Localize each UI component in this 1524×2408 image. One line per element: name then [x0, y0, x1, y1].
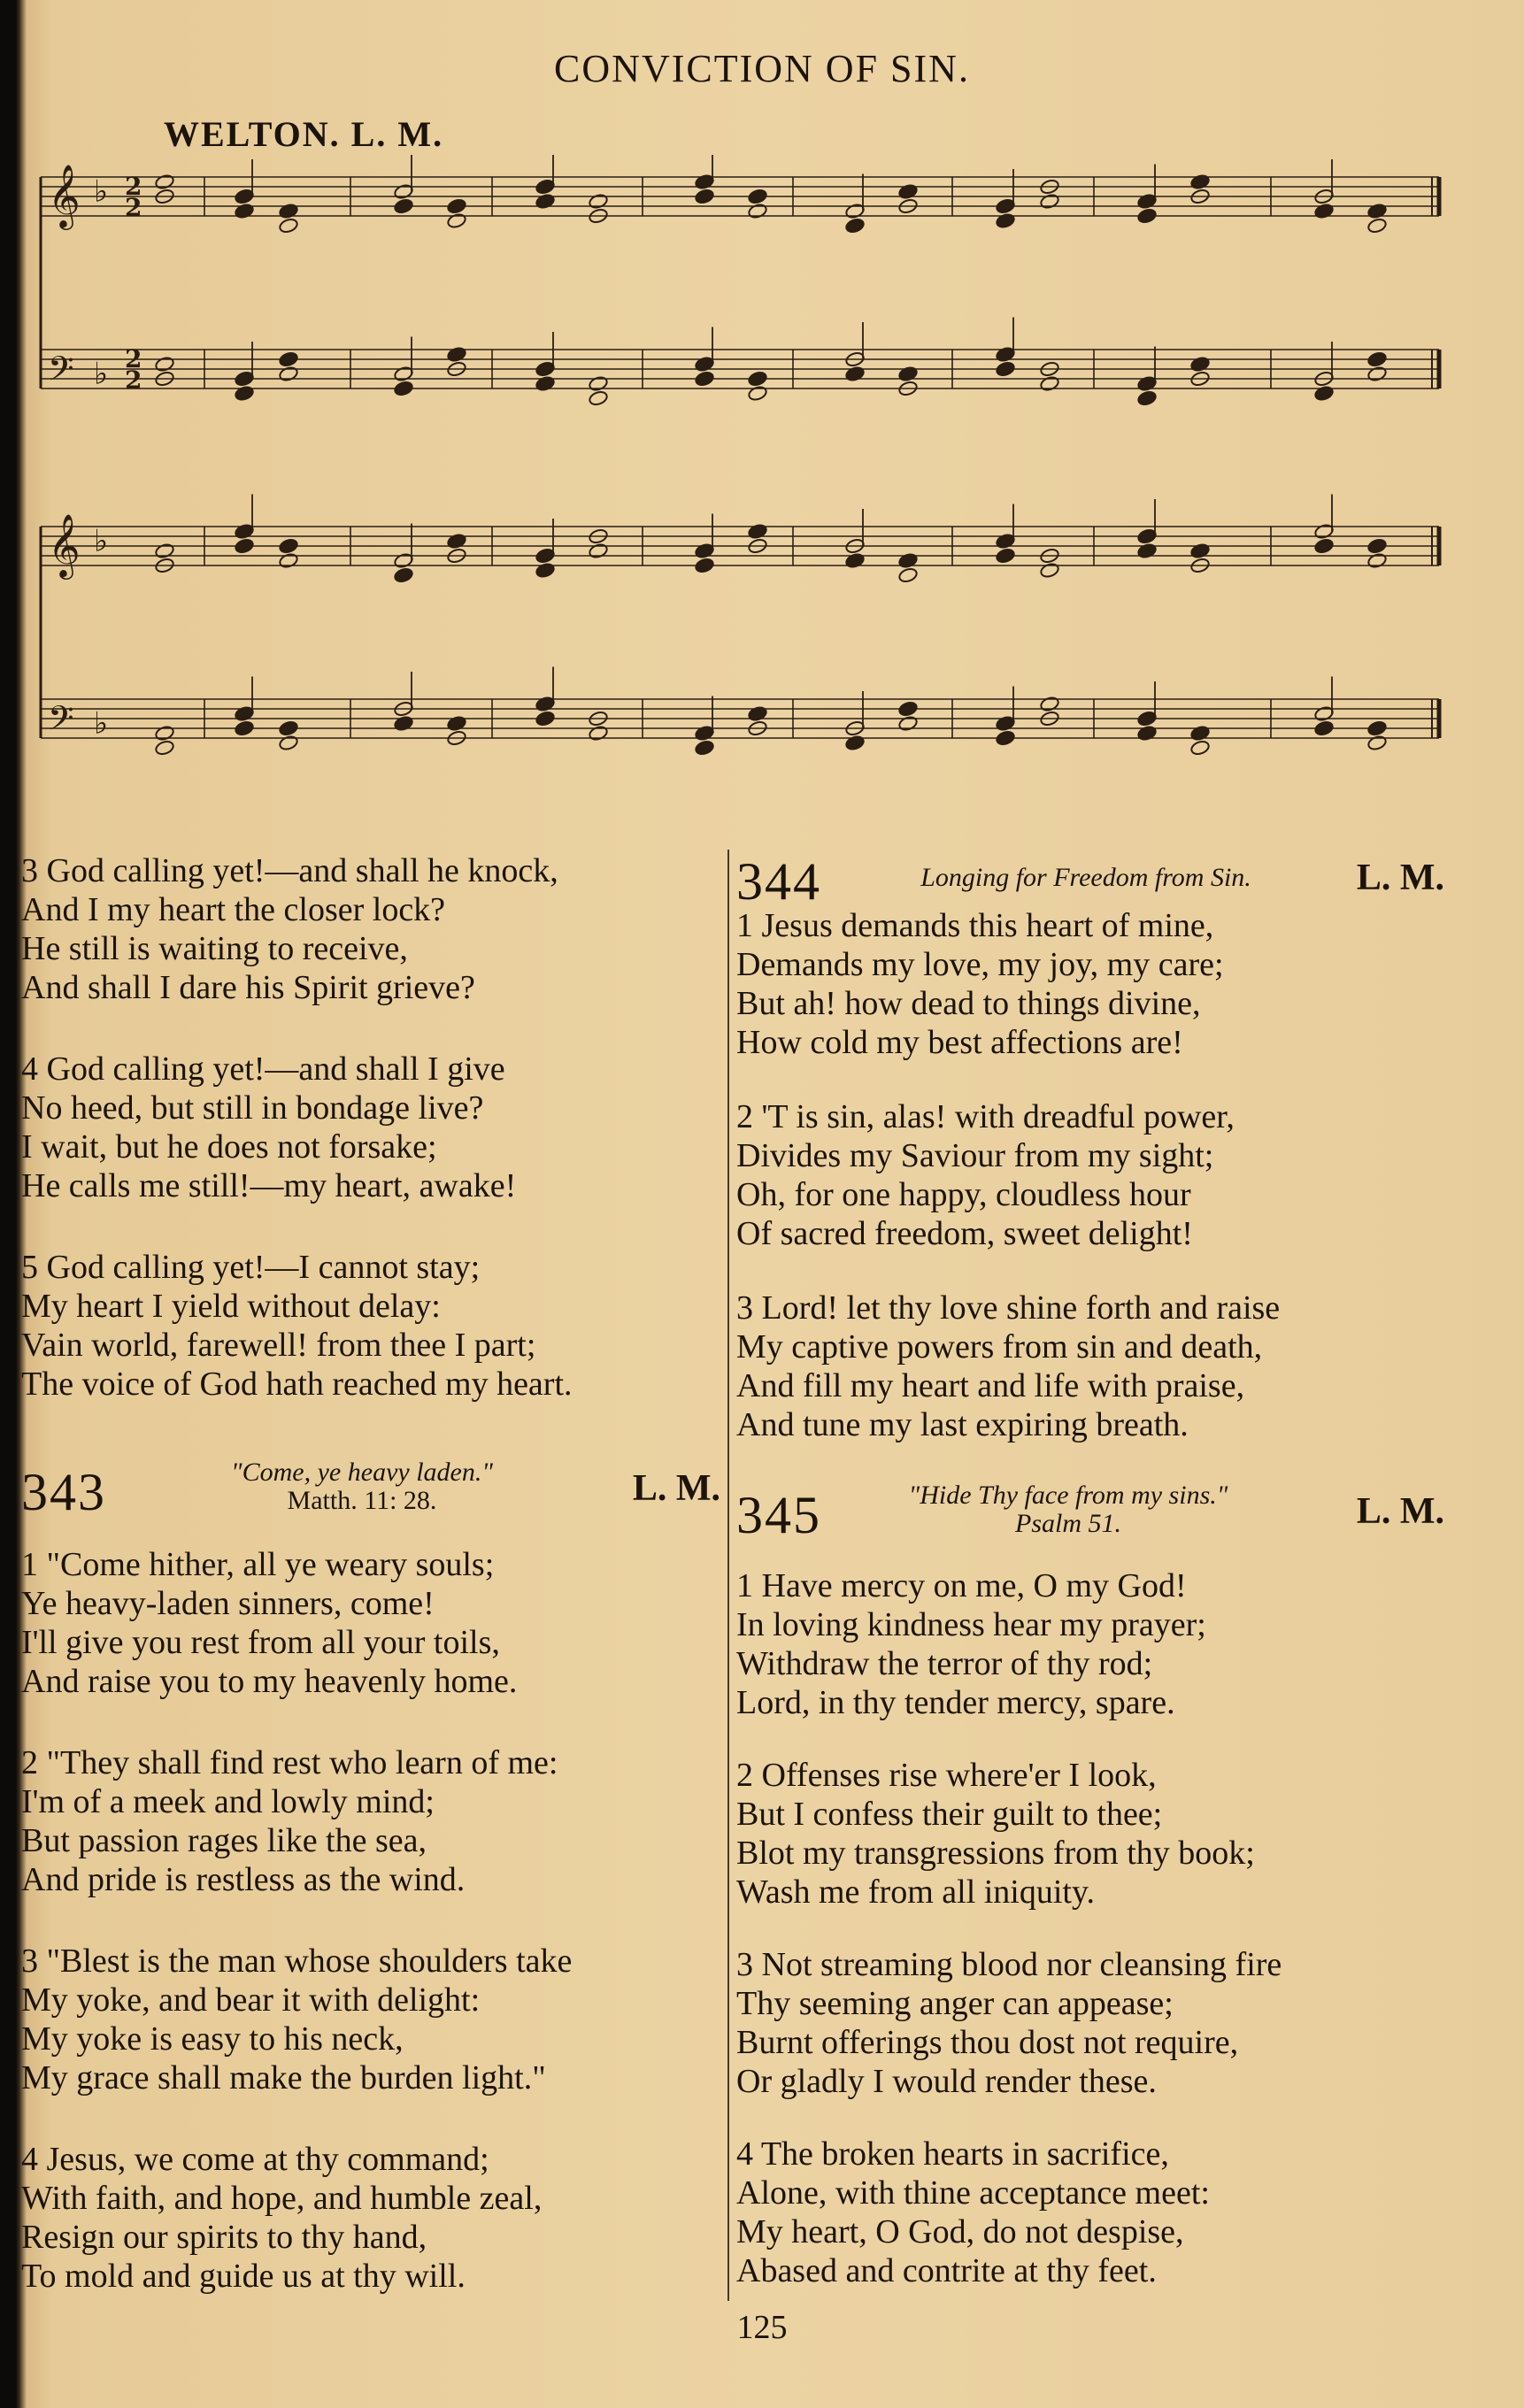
verse-line: Alone, with thine acceptance meet: — [736, 2174, 1210, 2212]
verse-line: And I my heart the closer lock? — [21, 891, 446, 928]
time-signature: 2 — [125, 344, 142, 373]
time-signature: 2 — [125, 172, 142, 201]
note-head — [234, 537, 254, 554]
note-head — [1136, 389, 1157, 406]
note-head — [844, 365, 865, 382]
flat-icon: ♭ — [94, 523, 109, 559]
scripture-ref: Psalm 51. — [1015, 1509, 1121, 1538]
note-head — [1039, 375, 1059, 392]
subtitle-line: "Come, ye heavy laden." — [231, 1458, 493, 1487]
verse-line: 1 "Come hither, all ye weary souls; — [21, 1546, 495, 1583]
note-head — [1189, 739, 1210, 756]
stanza — [736, 1566, 1444, 1722]
stanza — [736, 2135, 1444, 2290]
verse-line: 3 Lord! let thy love shine forth and raise — [736, 1289, 1281, 1327]
note-head — [154, 542, 174, 559]
note-head — [234, 203, 254, 219]
verse-line: Lord, in thy tender mercy, spare. — [736, 1684, 1175, 1721]
verse-line: Thy seeming anger can appease; — [736, 1985, 1174, 2022]
verse-line: Demands my love, my joy, my care; — [736, 946, 1224, 983]
verse-line: Wash me from all iniquity. — [736, 1873, 1096, 1911]
verse-line: My yoke is easy to his neck, — [21, 2020, 404, 2058]
hymn-number: 343 — [21, 1463, 106, 1521]
verse-line: How cold my best affections are! — [736, 1024, 1183, 1061]
note-head — [897, 183, 918, 200]
verse-line: And tune my last expiring breath. — [736, 1406, 1189, 1443]
note-head — [1313, 385, 1334, 402]
verse-line: But passion rages like the sea, — [21, 1822, 427, 1859]
note-head — [588, 193, 608, 210]
verse-line: I'm of a meek and lowly mind; — [21, 1783, 435, 1820]
note-head — [154, 173, 174, 190]
verse-line: Withdraw the terror of thy rod; — [736, 1645, 1153, 1682]
note-head — [1189, 356, 1210, 373]
verse-line: My grace shall make the burden light." — [21, 2059, 546, 2096]
note-head — [995, 360, 1015, 377]
verse-line: 3 Not streaming blood nor cleansing fire — [736, 1946, 1282, 1983]
note-head — [278, 365, 298, 382]
note-head — [446, 715, 466, 732]
verse-line: And fill my heart and life with praise, — [736, 1367, 1245, 1404]
stanza — [21, 1743, 720, 1899]
note-head — [1189, 173, 1210, 190]
note-head — [588, 375, 608, 392]
note-head — [1366, 735, 1387, 751]
note-head — [278, 735, 298, 751]
note-head — [446, 197, 466, 214]
note-head — [588, 389, 608, 406]
note-head — [278, 552, 298, 569]
verse-line: With faith, and hope, and humble zeal, — [21, 2180, 543, 2217]
verse-line: 1 Have mercy on me, O my God! — [736, 1567, 1187, 1604]
treble-clef-icon: 𝄞 — [48, 163, 81, 227]
note-head — [747, 188, 767, 204]
note-head — [995, 547, 1015, 564]
note-head — [1313, 719, 1334, 736]
stanza — [736, 1756, 1444, 1912]
verse-line: He calls me still!—my heart, awake! — [21, 1167, 517, 1204]
note-head — [278, 719, 298, 736]
stanza — [21, 1942, 720, 2097]
verse-line: 4 Jesus, we come at thy command; — [21, 2141, 489, 2178]
page-number: 125 — [736, 2309, 788, 2346]
stanza — [21, 1050, 720, 1205]
verse-line: My heart I yield without delay: — [21, 1288, 441, 1325]
time-signature: 2 — [125, 193, 142, 222]
time-signature: 2 — [125, 365, 142, 395]
verse-line: Blot my transgressions from thy book; — [736, 1835, 1255, 1872]
hymn-meter: L. M. — [1356, 858, 1444, 898]
hymn-343-header — [21, 1457, 720, 1526]
note-head — [897, 552, 918, 569]
stanza — [21, 2140, 720, 2296]
verse-line: 5 God calling yet!—I cannot stay; — [21, 1249, 481, 1286]
note-head — [278, 537, 298, 554]
note-head — [1366, 217, 1387, 234]
stanza — [21, 1545, 720, 1701]
verse-line: My heart, O God, do not despise, — [736, 2213, 1184, 2250]
note-head — [897, 566, 918, 583]
note-head — [535, 562, 555, 579]
verse-line: 4 The broken hearts in sacrifice, — [736, 2135, 1169, 2173]
note-head — [393, 566, 413, 583]
verse-line: Resign our spirits to thy hand, — [21, 2219, 427, 2256]
verse-line: Or gladly I would render these. — [736, 2063, 1157, 2100]
verse-line: And shall I dare his Spirit grieve? — [21, 969, 475, 1006]
verse-line: I wait, but he does not forsake; — [21, 1128, 437, 1166]
hymn-meter: L. M. — [632, 1468, 720, 1509]
note-head — [446, 533, 466, 550]
note-head — [1313, 203, 1334, 219]
verse-line: He still is waiting to receive, — [21, 930, 408, 967]
note-head — [535, 375, 555, 392]
note-head — [694, 557, 714, 573]
verse-line: Vain world, farewell! from thee I part; — [21, 1327, 536, 1364]
verse-line: 4 God calling yet!—and shall I give — [21, 1050, 505, 1088]
note-head — [1366, 350, 1387, 367]
note-head — [1366, 552, 1387, 569]
note-head — [154, 725, 174, 742]
stanza — [21, 1248, 720, 1404]
note-head — [1366, 537, 1387, 554]
note-head — [1039, 193, 1059, 210]
note-head — [1366, 203, 1387, 219]
verse-line: I'll give you rest from all your toils, — [21, 1624, 500, 1661]
note-head — [1366, 365, 1387, 382]
verse-line: Oh, for one happy, cloudless hour — [736, 1176, 1191, 1213]
hymn-344-header — [736, 851, 1444, 911]
column-divider — [727, 850, 729, 2301]
tune-name: WELTON. L. M. — [164, 114, 444, 154]
note-head — [278, 203, 298, 219]
flat-icon: ♭ — [94, 173, 109, 210]
note-head — [1366, 719, 1387, 736]
note-head — [747, 370, 767, 387]
note-head — [234, 385, 254, 402]
verse-line: My captive powers from sin and death, — [736, 1328, 1263, 1366]
stanza — [736, 1945, 1444, 2101]
verse-line: Of sacred freedom, sweet delight! — [736, 1215, 1193, 1252]
note-head — [1136, 725, 1157, 742]
hymn-subtitle — [878, 1481, 1258, 1538]
flat-icon: ♭ — [94, 705, 109, 742]
verse-line: And pride is restless as the wind. — [21, 1861, 466, 1898]
verse-line: Burnt offerings thou dost not require, — [736, 2024, 1239, 2061]
hymn-subtitle — [172, 1458, 552, 1515]
verse-line: 2 'T is sin, alas! with dreadful power, — [736, 1098, 1235, 1135]
scripture-ref: Matth. 11: 28. — [287, 1486, 437, 1515]
note-head — [844, 217, 865, 234]
note-head — [897, 700, 918, 717]
music-score — [32, 155, 1448, 810]
verse-line: The voice of God hath reached my heart. — [21, 1366, 573, 1403]
flat-icon: ♭ — [94, 356, 109, 392]
verse-line: 1 Jesus demands this heart of mine, — [736, 907, 1214, 944]
verse-line: And raise you to my heavenly home. — [21, 1663, 518, 1700]
hymn-number: 345 — [736, 1486, 821, 1544]
note-head — [897, 715, 918, 732]
bass-clef-icon: 𝄢 — [48, 349, 74, 396]
verse-line: Ye heavy-laden sinners, come! — [21, 1585, 435, 1622]
right-column — [736, 851, 1444, 2290]
note-head — [393, 197, 413, 214]
verse-line: My yoke, and bear it with delight: — [21, 1981, 481, 2019]
note-head — [1039, 562, 1059, 579]
note-head — [995, 729, 1015, 746]
note-head — [747, 523, 767, 540]
stanza — [736, 906, 1444, 1062]
note-head — [1313, 537, 1334, 554]
verse-line: 3 "Blest is the man whose shoulders take — [21, 1943, 573, 1980]
note-head — [278, 217, 298, 234]
note-head — [747, 203, 767, 219]
note-head — [588, 725, 608, 742]
note-head — [1189, 542, 1210, 559]
note-head — [694, 188, 714, 204]
verse-line: 3 God calling yet!—and shall he knock, — [21, 852, 558, 889]
hymn-345-header — [736, 1480, 1444, 1549]
hymn-number: 344 — [736, 852, 821, 911]
note-head — [1136, 542, 1157, 559]
note-head — [588, 542, 608, 559]
note-head — [1136, 207, 1157, 224]
note-head — [535, 193, 555, 210]
stanza — [736, 1097, 1444, 1253]
verse-line: But ah! how dead to things divine, — [736, 985, 1201, 1022]
subtitle-line: "Hide Thy face from my sins." — [908, 1481, 1228, 1510]
stanza — [21, 851, 720, 1007]
note-head — [535, 710, 555, 727]
page-title: CONVICTION OF SIN. — [554, 47, 970, 90]
note-head — [154, 739, 174, 756]
note-head — [446, 212, 466, 229]
note-head — [393, 715, 413, 732]
note-head — [234, 719, 254, 736]
note-head — [844, 735, 865, 751]
note-head — [1039, 696, 1059, 712]
verse-line: 2 "They shall find rest who learn of me: — [21, 1744, 558, 1781]
verse-line: No heed, but still in bondage live? — [21, 1089, 484, 1127]
music-staves — [32, 155, 1448, 810]
note-head — [844, 552, 865, 569]
note-head — [393, 380, 413, 396]
note-head — [278, 350, 298, 367]
note-head — [446, 346, 466, 363]
treble-clef-icon: 𝄞 — [48, 512, 81, 577]
note-head — [897, 365, 918, 382]
verse-line: Abased and contrite at thy feet. — [736, 2252, 1157, 2289]
verse-line: Divides my Saviour from my sight; — [736, 1137, 1214, 1174]
bass-clef-icon: 𝄢 — [48, 698, 74, 746]
verse-line: In loving kindness hear my prayer; — [736, 1606, 1206, 1643]
note-head — [694, 739, 714, 756]
verse-line: To mold and guide us at thy will. — [21, 2258, 466, 2295]
stanza — [736, 1289, 1444, 1444]
note-head — [694, 370, 714, 387]
note-head — [1189, 725, 1210, 742]
note-head — [154, 356, 174, 373]
hymn-subtitle: Longing for Freedom from Sin. — [920, 863, 1251, 892]
note-head — [995, 212, 1015, 229]
verse-line: But I confess their guilt to thee; — [736, 1796, 1163, 1833]
verse-line: 2 Offenses rise where'er I look, — [736, 1757, 1157, 1794]
note-head — [747, 385, 767, 402]
hymn-meter: L. M. — [1356, 1491, 1444, 1532]
left-column — [21, 851, 720, 2296]
note-head — [747, 705, 767, 722]
